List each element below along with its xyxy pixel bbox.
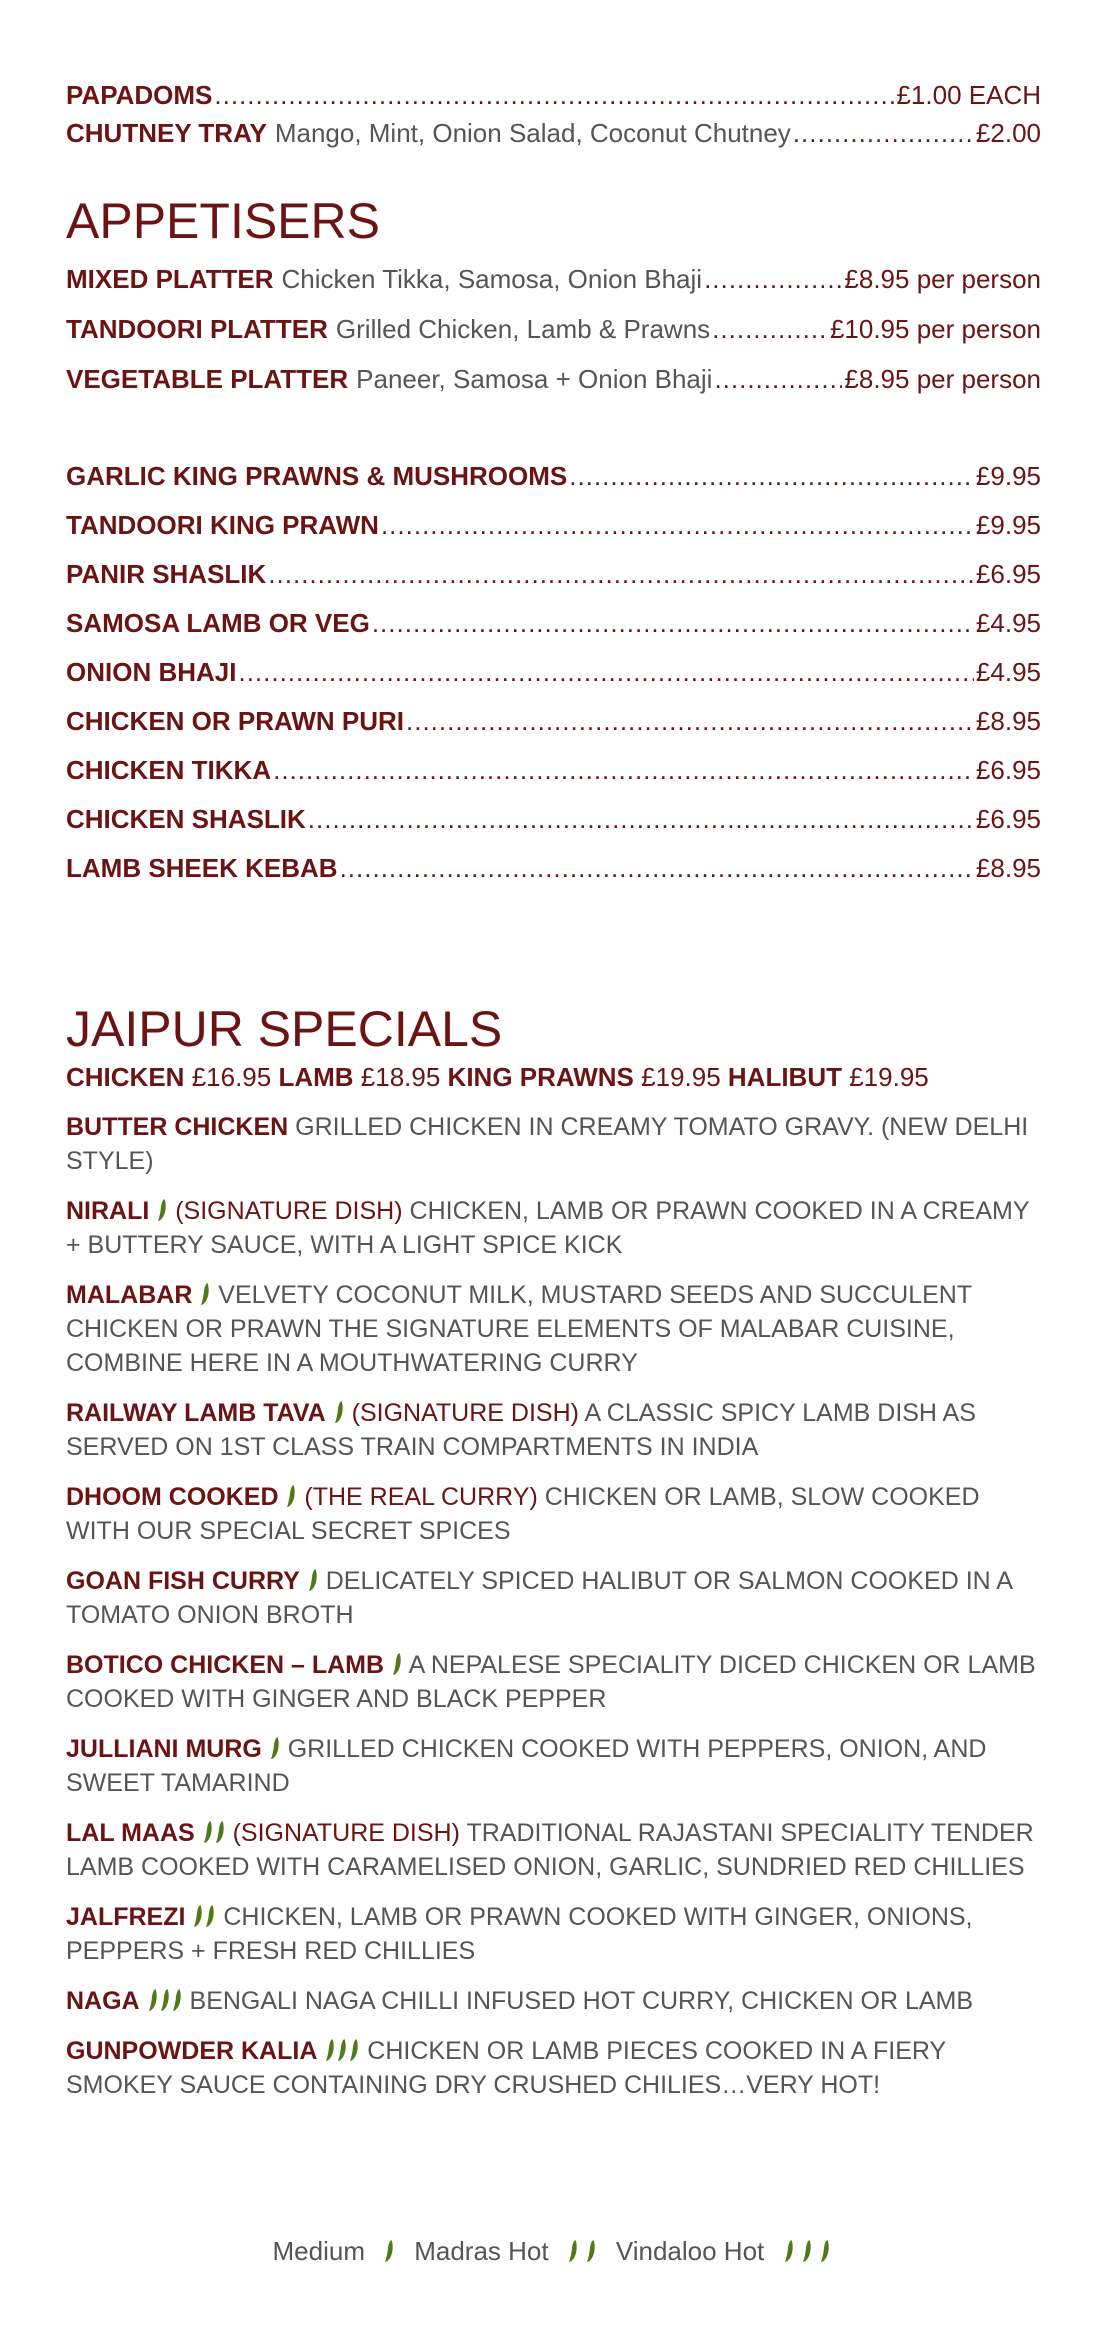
legend-label: Madras Hot xyxy=(414,2236,549,2266)
appetiser-item xyxy=(66,851,1041,885)
special-dish xyxy=(66,1278,1041,1380)
item-price: £8.95 per person xyxy=(844,364,1041,394)
price-value: £18.95 xyxy=(360,1062,441,1092)
chili-icon xyxy=(157,1198,167,1222)
legend-item xyxy=(410,2236,604,2266)
chili-icon xyxy=(337,2038,347,2062)
item-name: PAPADOMS xyxy=(66,80,213,110)
item-price: £6.95 xyxy=(975,559,1041,589)
chili-rating xyxy=(192,1903,216,1931)
dish-name: BOTICO CHICKEN – LAMB xyxy=(66,1651,385,1679)
price-value: £19.95 xyxy=(849,1062,929,1092)
chili-rating xyxy=(780,2236,834,2266)
appetiser-item xyxy=(66,508,1041,542)
dish-name: DHOOM COOKED xyxy=(66,1483,279,1511)
item-name: GARLIC KING PRAWNS & MUSHROOMS xyxy=(66,461,568,491)
dish-name: JULLIANI MURG xyxy=(66,1735,262,1763)
chili-rating xyxy=(564,2236,600,2266)
item-price: £10.95 per person xyxy=(829,314,1041,344)
section-title-appetisers: APPETISERS xyxy=(66,193,380,249)
chili-rating xyxy=(307,1567,319,1595)
item-desc: Mango, Mint, Onion Salad, Coconut Chutney xyxy=(274,118,791,148)
dish-desc: CHICKEN, LAMB OR PRAWN COOKED WITH GINGER, ONIONS, PEPPERS + FRESH RED CHILLIES xyxy=(66,1903,973,1965)
dish-desc: CHICKEN, LAMB OR PRAWN COOKED IN A CREAMY + BUTTERY SAUCE, WITH A LIGHT SPICE KICK xyxy=(66,1197,1030,1259)
chili-icon xyxy=(568,2239,578,2263)
item-price: £6.95 xyxy=(975,804,1041,834)
item-price: £8.95 per person xyxy=(844,264,1041,294)
chili-icon xyxy=(784,2239,794,2263)
specials-list xyxy=(66,1110,1041,2118)
dot-leader xyxy=(273,753,974,787)
item-name: CHICKEN TIKKA xyxy=(66,755,272,785)
dish-note: (THE REAL CURRY) xyxy=(304,1483,538,1511)
dish-desc: GRILLED CHICKEN COOKED WITH PEPPERS, ONION, AND SWEET TAMARIND xyxy=(66,1735,987,1797)
price-label: LAMB xyxy=(278,1062,354,1092)
dish-note: (SIGNATURE DISH) xyxy=(175,1197,403,1225)
dot-leader xyxy=(340,851,974,885)
dot-leader xyxy=(238,655,973,689)
item-price: £8.95 xyxy=(975,706,1041,736)
chili-icon xyxy=(193,1904,203,1928)
item-price: £9.95 xyxy=(975,461,1041,491)
chili-icon xyxy=(205,1904,215,1928)
dish-name: MALABAR xyxy=(66,1281,193,1309)
price-value: £16.95 xyxy=(191,1062,272,1092)
item-price: £1.00 EACH xyxy=(896,80,1041,110)
chili-icon xyxy=(160,1988,170,2012)
special-dish xyxy=(66,1732,1041,1800)
dot-leader xyxy=(268,557,974,591)
appetiser-item xyxy=(66,459,1041,493)
item-name: LAMB SHEEK KEBAB xyxy=(66,853,338,883)
chili-rating xyxy=(156,1197,168,1225)
dish-name: GOAN FISH CURRY xyxy=(66,1567,300,1595)
dish-name: NIRALI xyxy=(66,1197,150,1225)
item-price: £4.95 xyxy=(975,657,1041,687)
chili-rating xyxy=(333,1399,345,1427)
dot-leader xyxy=(381,508,974,542)
platter-item xyxy=(66,312,1041,346)
item-name: CHICKEN SHASLIK xyxy=(66,804,306,834)
special-dish xyxy=(66,1396,1041,1464)
dot-leader xyxy=(406,704,974,738)
chili-icon xyxy=(270,1736,280,1760)
special-dish xyxy=(66,1480,1041,1548)
specials-price-bar xyxy=(66,1060,929,1094)
special-dish xyxy=(66,1564,1041,1632)
special-dish xyxy=(66,1194,1041,1262)
dish-name: NAGA xyxy=(66,1987,140,2015)
dish-desc: DELICATELY SPICED HALIBUT OR SALMON COOKED IN A TOMATO ONION BROTH xyxy=(66,1567,1012,1629)
dish-desc: GRILLED CHICKEN IN CREAMY TOMATO GRAVY. (NEW DELHI STYLE) xyxy=(66,1113,1029,1175)
dish-desc: VELVETY COCONUT MILK, MUSTARD SEEDS AND SUCCULENT CHICKEN OR PRAWN THE SIGNATURE ELEMENTS OF MALABAR CUISINE, COMBINE HERE IN A MOUTHWATERING CURRY xyxy=(66,1281,972,1377)
chili-icon xyxy=(200,1282,210,1306)
dot-leader xyxy=(793,116,974,150)
platter-item xyxy=(66,362,1041,396)
dish-desc: A CLASSIC SPICY LAMB DISH AS SERVED ON 1ST CLASS TRAIN COMPARTMENTS IN INDIA xyxy=(66,1399,976,1461)
dot-leader xyxy=(569,459,974,493)
item-name: MIXED PLATTER xyxy=(66,264,274,294)
appetiser-item xyxy=(66,606,1041,640)
special-dish xyxy=(66,1900,1041,1968)
item-name: CHICKEN OR PRAWN PURI xyxy=(66,706,405,736)
appetiser-list xyxy=(66,459,1041,900)
chili-icon xyxy=(384,2239,394,2263)
section-title-specials: JAIPUR SPECIALS xyxy=(66,1001,503,1057)
chili-icon xyxy=(820,2239,830,2263)
special-dish xyxy=(66,1110,1041,1178)
legend-item xyxy=(269,2236,403,2266)
dot-leader xyxy=(214,78,894,112)
chili-icon xyxy=(148,1988,158,2012)
dish-desc: A NEPALESE SPECIALITY DICED CHICKEN OR LAMB COOKED WITH GINGER AND BLACK PEPPER xyxy=(66,1651,1036,1713)
dish-name: JALFREZI xyxy=(66,1903,186,1931)
special-dish xyxy=(66,1816,1041,1884)
dish-desc: CHICKEN OR LAMB PIECES COOKED IN A FIERY SMOKEY SAUCE CONTAINING DRY CRUSHED CHILIES…VERY HOT! xyxy=(66,2037,946,2099)
item-desc: Chicken Tikka, Samosa, Onion Bhaji xyxy=(281,264,703,294)
chili-icon xyxy=(215,1820,225,1844)
chili-icon xyxy=(286,1484,296,1508)
item-name: TANDOORI PLATTER xyxy=(66,314,328,344)
appetiser-item xyxy=(66,655,1041,689)
chili-rating xyxy=(202,1819,226,1847)
item-name: ONION BHAJI xyxy=(66,657,237,687)
item-desc: Grilled Chicken, Lamb & Prawns xyxy=(335,314,711,344)
item-name: TANDOORI KING PRAWN xyxy=(66,510,379,540)
item-price: £6.95 xyxy=(975,755,1041,785)
spice-legend xyxy=(0,2236,1106,2267)
chili-icon xyxy=(802,2239,812,2263)
dish-name: BUTTER CHICKEN xyxy=(66,1113,289,1141)
chili-rating xyxy=(391,1651,403,1679)
item-price: £4.95 xyxy=(975,608,1041,638)
price-label: KING PRAWNS xyxy=(447,1062,634,1092)
dish-name: LAL MAAS xyxy=(66,1819,195,1847)
dish-name: GUNPOWDER KALIA xyxy=(66,2037,318,2065)
chili-icon xyxy=(349,2038,359,2062)
item-price: £9.95 xyxy=(975,510,1041,540)
chili-icon xyxy=(308,1568,318,1592)
chili-rating xyxy=(285,1483,297,1511)
item-name: VEGETABLE PLATTER xyxy=(66,364,349,394)
appetiser-item xyxy=(66,704,1041,738)
special-dish xyxy=(66,1984,1041,2018)
dish-desc: CHICKEN OR LAMB, SLOW COOKED WITH OUR SPECIAL SECRET SPICES xyxy=(66,1483,980,1545)
item-name: PANIR SHASLIK xyxy=(66,559,267,589)
chili-icon xyxy=(334,1400,344,1424)
chili-rating xyxy=(199,1281,211,1309)
price-value: £19.95 xyxy=(641,1062,721,1092)
chili-icon xyxy=(325,2038,335,2062)
price-label: HALIBUT xyxy=(727,1062,842,1092)
appetiser-item xyxy=(66,557,1041,591)
chili-rating xyxy=(147,1987,183,2015)
menu-item-papadoms xyxy=(66,78,1041,112)
legend-label: Medium xyxy=(272,2236,365,2266)
item-desc: Paneer, Samosa + Onion Bhaji xyxy=(356,364,713,394)
dot-leader xyxy=(704,262,842,296)
chili-rating xyxy=(380,2236,398,2266)
dot-leader xyxy=(714,362,842,396)
appetiser-item xyxy=(66,753,1041,787)
chili-icon xyxy=(586,2239,596,2263)
item-price: £8.95 xyxy=(975,853,1041,883)
dot-leader xyxy=(712,312,828,346)
price-label: CHICKEN xyxy=(66,1062,185,1092)
chili-rating xyxy=(269,1735,281,1763)
chili-icon xyxy=(172,1988,182,2012)
menu-item-chutney-tray xyxy=(66,116,1041,150)
legend-item xyxy=(612,2236,838,2266)
item-name: SAMOSA LAMB OR VEG xyxy=(66,608,370,638)
dish-desc: TRADITIONAL RAJASTANI SPECIALITY TENDER LAMB COOKED WITH CARAMELISED ONION, GARLIC, SUNDRIED RED CHILLIES xyxy=(66,1819,1034,1881)
legend-label: Vindaloo Hot xyxy=(615,2236,765,2266)
chili-icon xyxy=(203,1820,213,1844)
dish-note: (SIGNATURE DISH) xyxy=(351,1399,579,1427)
platter-list xyxy=(66,262,1041,412)
item-name: CHUTNEY TRAY xyxy=(66,118,267,148)
chili-rating xyxy=(324,2037,360,2065)
dish-note: (SIGNATURE DISH) xyxy=(232,1819,460,1847)
appetiser-item xyxy=(66,802,1041,836)
dish-name: RAILWAY LAMB TAVA xyxy=(66,1399,326,1427)
top-items xyxy=(66,78,1041,150)
special-dish xyxy=(66,1648,1041,1716)
dish-desc: BENGALI NAGA CHILLI INFUSED HOT CURRY, CHICKEN OR LAMB xyxy=(189,1987,974,2015)
platter-item xyxy=(66,262,1041,296)
special-dish xyxy=(66,2034,1041,2102)
item-price: £2.00 xyxy=(975,118,1041,148)
chili-icon xyxy=(392,1652,402,1676)
dot-leader xyxy=(372,606,974,640)
dot-leader xyxy=(308,802,974,836)
